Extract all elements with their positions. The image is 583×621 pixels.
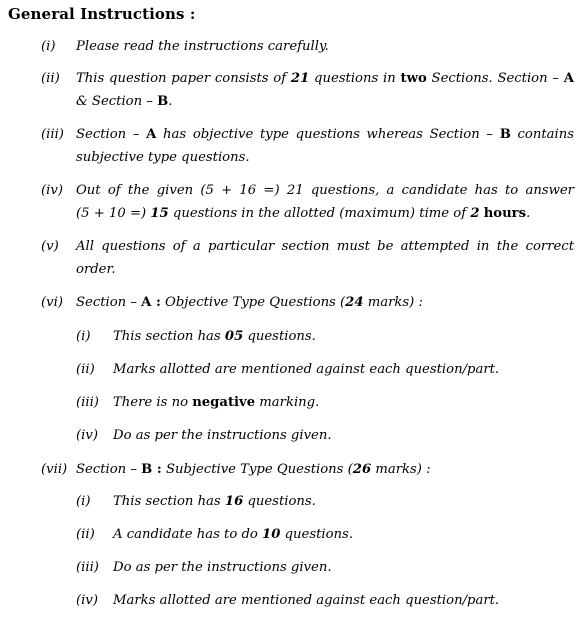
bold-text: B [157, 94, 169, 109]
bold-text: 15 [150, 206, 169, 221]
bold-text: B : [141, 462, 162, 477]
sub-item-text [113, 523, 574, 546]
item-text [76, 235, 574, 281]
item-text [76, 67, 574, 113]
bold-text: hours [483, 206, 527, 221]
bold-text: 26 [352, 462, 372, 477]
text-run: This section has [113, 329, 225, 344]
text-run: Marks allotted are mentioned against each question/part. [113, 593, 500, 608]
sub-item-number: (i) [76, 494, 91, 509]
item-text [76, 179, 574, 225]
text-run: subjective type questions. [76, 150, 250, 165]
text-run: Please read the instructions carefully. [76, 39, 329, 54]
text-run: Section – [76, 462, 142, 477]
item-number: (vii) [41, 462, 68, 477]
sub-item-text [113, 556, 574, 579]
text-run: questions. [243, 494, 316, 509]
page-title: General Instructions : [8, 5, 196, 23]
sub-item-number: (ii) [76, 527, 95, 542]
text-run: Do as per the instructions given. [113, 428, 332, 443]
text-run: questions in [309, 71, 401, 86]
text-run: This question paper consists of [76, 71, 291, 86]
sub-item-text [113, 424, 574, 447]
bold-text: 24 [345, 295, 364, 310]
sub-item-number: (i) [76, 329, 91, 344]
sub-item-text [113, 589, 574, 612]
item-line-2 [76, 146, 574, 169]
item-line-1 [76, 179, 574, 202]
bold-text: 10 [262, 527, 281, 542]
text-run: All questions of a particular section must be attempted in the correct [76, 239, 574, 254]
sub-item-number: (iii) [76, 560, 99, 575]
sub-item-text [113, 325, 574, 348]
bold-text: 2 [470, 206, 480, 221]
text-run: Sections. Section – [426, 71, 564, 86]
text-run: questions in the allotted (maximum) time of [168, 206, 471, 221]
text-run: . [526, 206, 531, 221]
item-text [76, 35, 574, 58]
bold-text: 05 [224, 329, 244, 344]
item-number: (iv) [41, 183, 63, 198]
item-line-1 [76, 235, 574, 258]
item-number: (vi) [41, 295, 63, 310]
bold-text: 16 [224, 494, 244, 509]
text-run: order. [76, 262, 116, 277]
bold-text: two [400, 71, 427, 86]
text-run: Subjective Type Questions ( [161, 462, 353, 477]
item-line-1 [76, 123, 574, 146]
text-run: questions. [243, 329, 316, 344]
item-line-2 [76, 258, 574, 281]
sub-item-number: (iii) [76, 395, 99, 410]
text-run: questions. [280, 527, 354, 542]
bold-text: 21 [290, 71, 310, 86]
text-run: (5 + 10 =) [76, 206, 151, 221]
text-run: . [168, 94, 173, 109]
text-run: contains [510, 127, 575, 142]
sub-item-text [113, 358, 574, 381]
sub-item-text [113, 391, 574, 414]
bold-text: A [146, 127, 157, 142]
text-run: Do as per the instructions given. [113, 560, 332, 575]
text-run: Section – [76, 295, 142, 310]
sub-item-number: (ii) [76, 362, 95, 377]
text-run: marks) : [363, 295, 423, 310]
sub-item-text [113, 490, 574, 513]
text-run: A candidate has to do [113, 527, 263, 542]
text-run: marks) : [371, 462, 431, 477]
text-run: This section has [113, 494, 225, 509]
item-text [76, 291, 574, 314]
item-line-2 [76, 202, 574, 225]
text-run: Objective Type Questions ( [160, 295, 346, 310]
bold-text: A : [141, 295, 161, 310]
item-line-1 [76, 67, 574, 90]
text-run: Section – [76, 127, 147, 142]
item-number: (v) [41, 239, 59, 254]
text-run: There is no [113, 395, 193, 410]
item-number: (iii) [41, 127, 64, 142]
bold-text: A [563, 71, 574, 86]
item-number: (ii) [41, 71, 60, 86]
item-line-2 [76, 90, 574, 113]
text-run: Out of the given (5 + 16 =) 21 questions, a candidate has to answer [76, 183, 574, 198]
sub-item-number: (iv) [76, 593, 98, 608]
text-run: marking. [255, 395, 320, 410]
bold-text: negative [192, 395, 256, 410]
text-run: has objective type questions whereas Section – [156, 127, 500, 142]
item-text [76, 458, 574, 481]
bold-text: B [499, 127, 511, 142]
item-text [76, 123, 574, 169]
text-run: & Section – [76, 94, 158, 109]
text-run: Marks allotted are mentioned against each question/part. [113, 362, 500, 377]
item-number: (i) [41, 39, 56, 54]
sub-item-number: (iv) [76, 428, 98, 443]
